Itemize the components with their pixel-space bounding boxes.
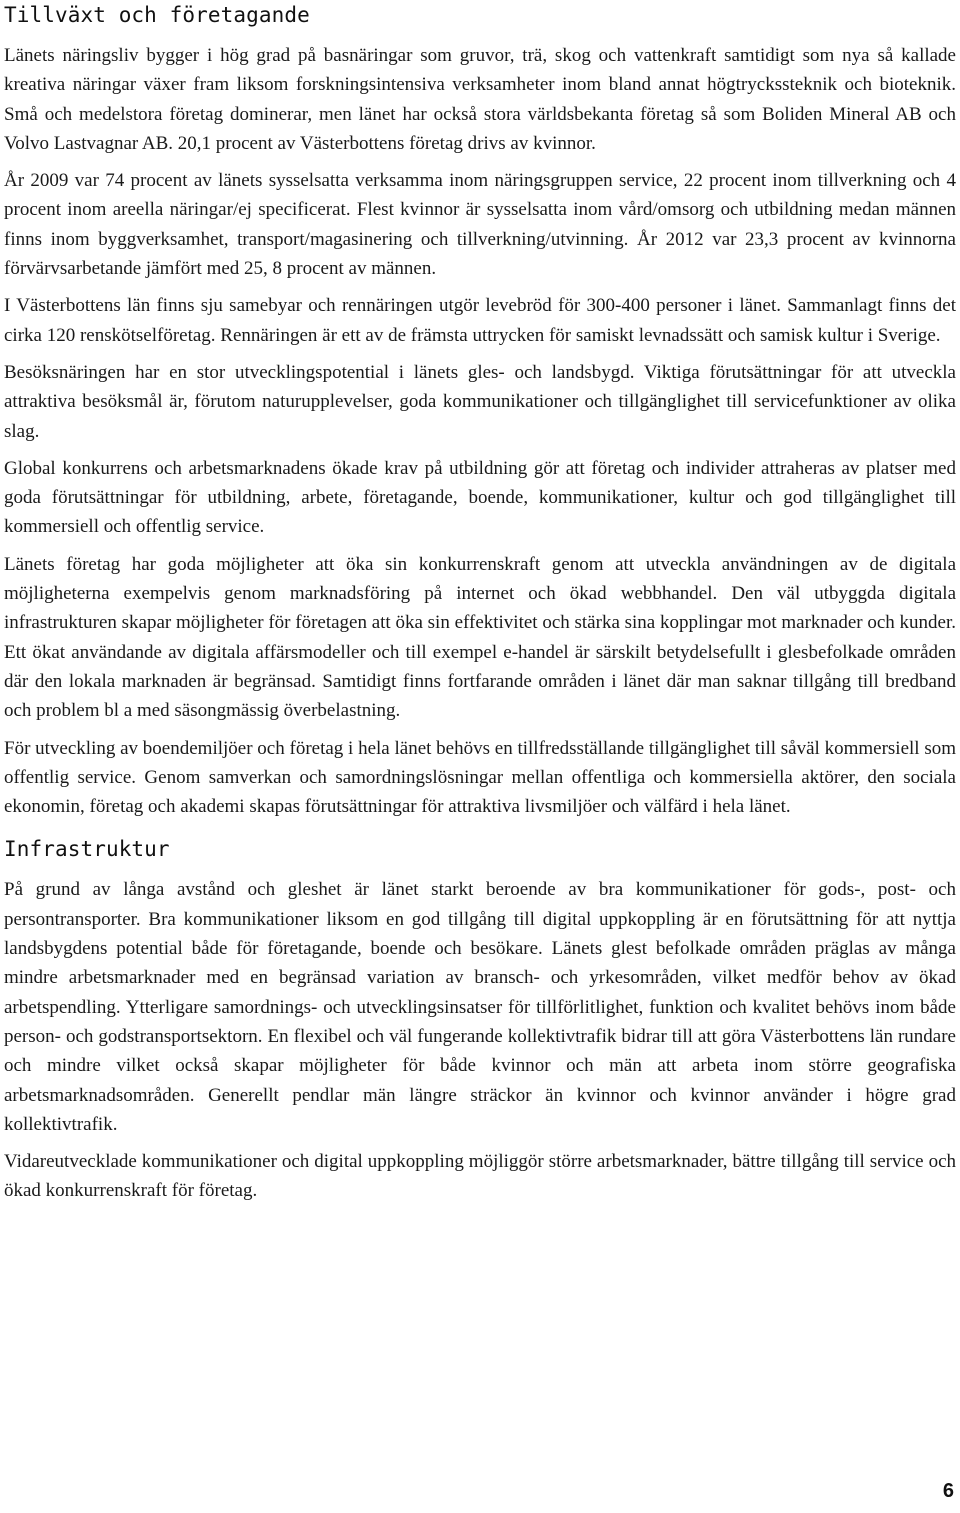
paragraph: År 2009 var 74 procent av länets sysselsatta verksamma inom näringsgruppen service, 22 procent inom tillverkning och 4 procent inom areella näringar/ej specificerat. Flest kvinnor är sysselsatta inom vård/omsorg och utbildning medan männen finns inom byggverksamhet, transport/magasinering och tillverkning/utvinning. År 2012 var 23,3 procent av kvinnorna förvärvsarbetande jämfört med 25, 8 procent av männen. (4, 170, 956, 280)
paragraph: Besöksnäringen har en stor utvecklingspotential i länets gles- och landsbygd. Viktiga förutsättningar för att utveckla attraktiva besöksmål är, förutom naturupplevelser, goda kommunikationer och tillgänglighet till servicefunktioner av olika slag. (4, 361, 956, 442)
paragraph: Länets näringsliv bygger i hög grad på basnäringar som gruvor, trä, skog och vattenkraft samtidigt som nya så kallade kreativa näringar växer fram liksom forskningsintensiva verksamheter inom bland annat högtryckssteknik och bioteknik. Små och medelstora företag dominerar, men länet har också stora världsbekanta företag så som Boliden Mineral AB och Volvo Lastvagnar AB. 20,1 procent av Västerbottens företag drivs av kvinnor. (4, 45, 956, 154)
paragraph: I Västerbottens län finns sju samebyar och rennäringen utgör levebröd för 300-400 personer i länet. Sammanlagt finns det cirka 120 renskötselföretag. Rennäringen är ett av de främsta uttrycken för samiskt levnadssätt och samisk kultur i Sverige. (4, 295, 956, 346)
paragraph: Vidareutvecklade kommunikationer och digital uppkoppling möjliggör större arbetsmarknader, bättre tillgång till service och ökad konkurrenskraft för företag. (4, 1151, 956, 1202)
page-number: 6 (942, 1480, 954, 1502)
paragraph: På grund av långa avstånd och gleshet är länet starkt beroende av bra kommunikationer för gods-, post- och persontransporter. Bra kommunikationer liksom en god tillgång till digital uppkoppling är en förutsättning för att nyttja landsbygdens potential både för företagande, boende och besökare. Länets glest befolkade områden präglas av många mindre arbetsmarknader med en begränsad variation av bransch- och yrkesområden, vilket medför behov av ökad arbetspendling. Ytterligare samordnings- och utvecklingsinsatser för tillförlitlighet, funktion och kvalitet behövs inom både person- och godstransportsektorn. En flexibel och väl fungerande kollektivtrafik bidrar till att göra Västerbottens län rundare och mindre vilket också skapar möjligheter för både kvinnor och män att arbeta inom större geografiska arbetsmarknadsområden. Generellt pendlar män längre sträckor än kvinnor och kvinnor använder i högre grad kollektivtrafik. (4, 879, 956, 1135)
paragraph: För utveckling av boendemiljöer och företag i hela länet behövs en tillfredsställande tillgänglighet till såväl kommersiell som offentlig service. Genom samverkan och samordningslösningar mellan offentliga och kommersiella aktörer, den sociala ekonomin, företag och akademi skapas förutsättningar för attraktiva livsmiljöer och välfärd i hela länet. (4, 737, 956, 818)
section-heading-infrastruktur: Infrastruktur (4, 837, 170, 862)
paragraph: Global konkurrens och arbetsmarknadens ökade krav på utbildning gör att företag och individer attraheras av platser med goda förutsättningar för utbildning, arbete, företagande, boende, kommunikationer, kultur och god tillgänglighet till kommersiell och offentlig service. (4, 457, 956, 538)
document-page (4, 0, 956, 1214)
paragraph: Länets företag har goda möjligheter att öka sin konkurrenskraft genom att utveckla användningen av de digitala möjligheterna exempelvis genom marknadsföring på internet och ökad webbhandel. Den väl utbyggda digitala infrastrukturen skapar möjligheter för företagen att öka sin effektivitet och stärka sina kopplingar mot marknader och kunder. Ett ökat användande av digitala affärsmodeller och till exempel e-handel är särskilt betydelsefullt i glesbefolkade områden där den lokala marknaden är begränsad. Samtidigt finns fortfarande områden i länet där man saknar tillgång till bredband och problem bl a med säsongmässig överbelastning. (4, 553, 956, 722)
section-heading-tillvaxt: Tillväxt och företagande (4, 3, 310, 27)
